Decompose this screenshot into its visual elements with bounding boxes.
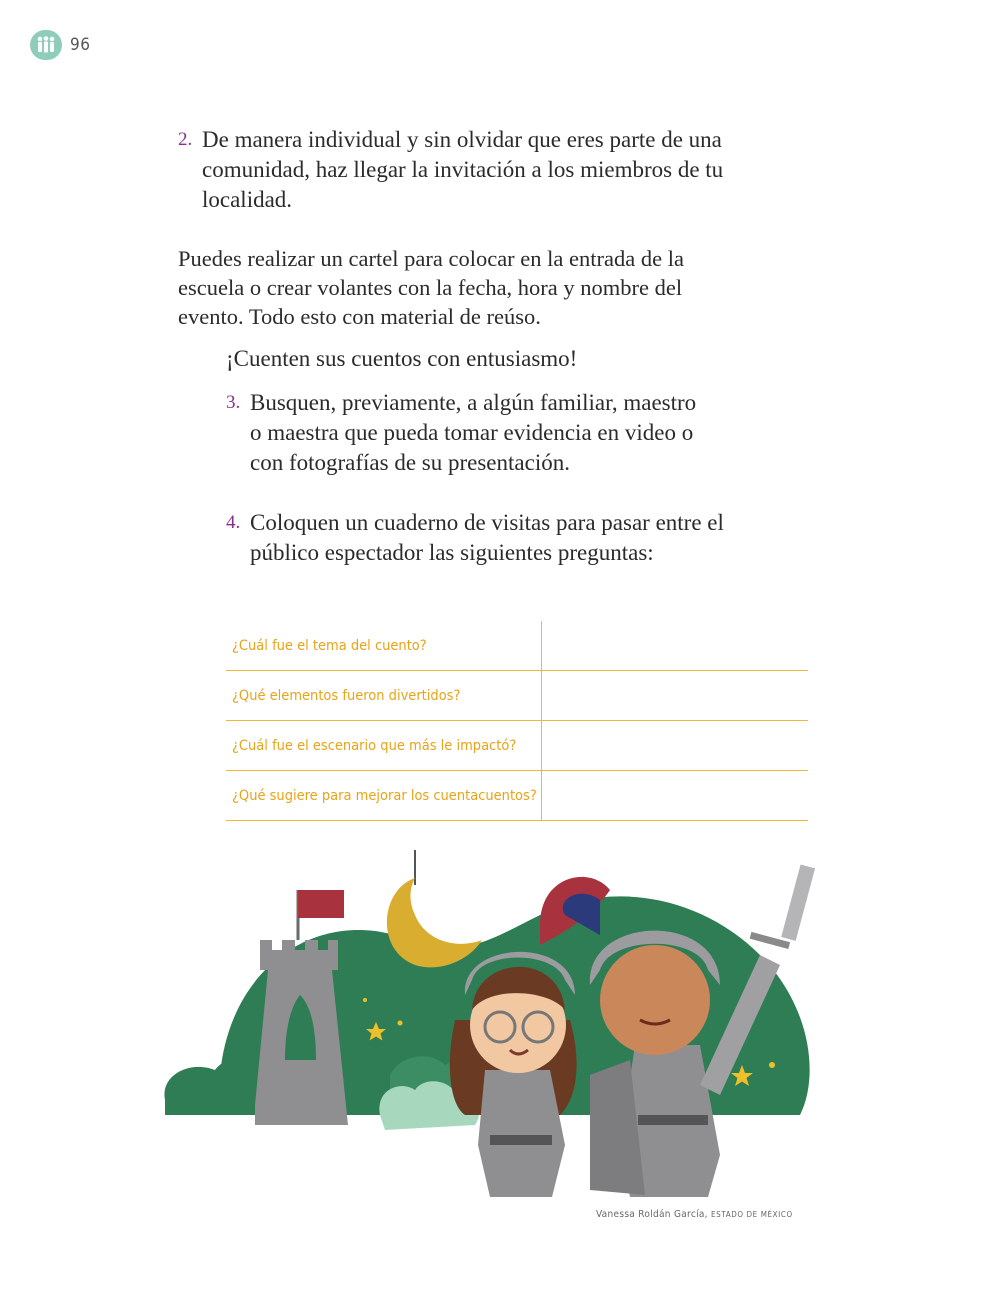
page-header: [30, 30, 90, 60]
item-text: Coloquen un cuaderno de visitas para pasar entre el público espectador las siguientes preguntas:: [250, 510, 724, 565]
item-text: De manera individual y sin olvidar que eres parte de una comunidad, haz llegar la invitación a los miembros de tu localidad.: [202, 127, 724, 212]
question-cell: ¿Qué sugiere para mejorar los cuentacuentos?: [226, 771, 542, 821]
question-cell: ¿Cuál fue el tema del cuento?: [226, 621, 542, 671]
table-row: [226, 721, 808, 771]
item-text: Busquen, previamente, a algún familiar, maestro o maestra que pueda tomar evidencia en video o con fotografías de su presentación.: [250, 390, 697, 475]
illustration-credit: [596, 1209, 793, 1220]
answer-cell[interactable]: [542, 671, 809, 721]
crescent-moon: [387, 850, 482, 967]
answer-cell[interactable]: [542, 771, 809, 821]
answer-cell[interactable]: [542, 621, 809, 671]
instruction-item-2: [178, 125, 738, 215]
answer-cell[interactable]: [542, 721, 809, 771]
table-row: [226, 621, 808, 671]
instruction-item-4: [226, 508, 726, 568]
table-row: [226, 771, 808, 821]
question-cell: ¿Cuál fue el escenario que más le impactó?: [226, 721, 542, 771]
questions-table: [226, 621, 808, 821]
item-number: 3.: [226, 392, 241, 413]
exclamation-line: ¡Cuenten sus cuentos con entusiasmo!: [226, 346, 578, 371]
community-people-icon: [30, 30, 62, 60]
item-number: 2.: [178, 129, 193, 150]
credit-name: Vanessa Roldán García,: [596, 1209, 708, 1220]
question-cell: ¿Qué elementos fueron divertidos?: [226, 671, 542, 721]
knights-castle-illustration: [160, 845, 820, 1197]
invitation-paragraph: Puedes realizar un cartel para colocar en la entrada de la escuela o crear volantes con la fecha, hora y nombre del evento. Todo esto con material de reúso.: [178, 246, 684, 329]
page-number: 96: [70, 35, 91, 55]
castle-tower: [255, 890, 348, 1125]
credit-place: ESTADO DE MÉXICO: [711, 1210, 793, 1219]
instruction-item-3: [226, 388, 706, 478]
table-row: [226, 671, 808, 721]
item-number: 4.: [226, 512, 241, 533]
